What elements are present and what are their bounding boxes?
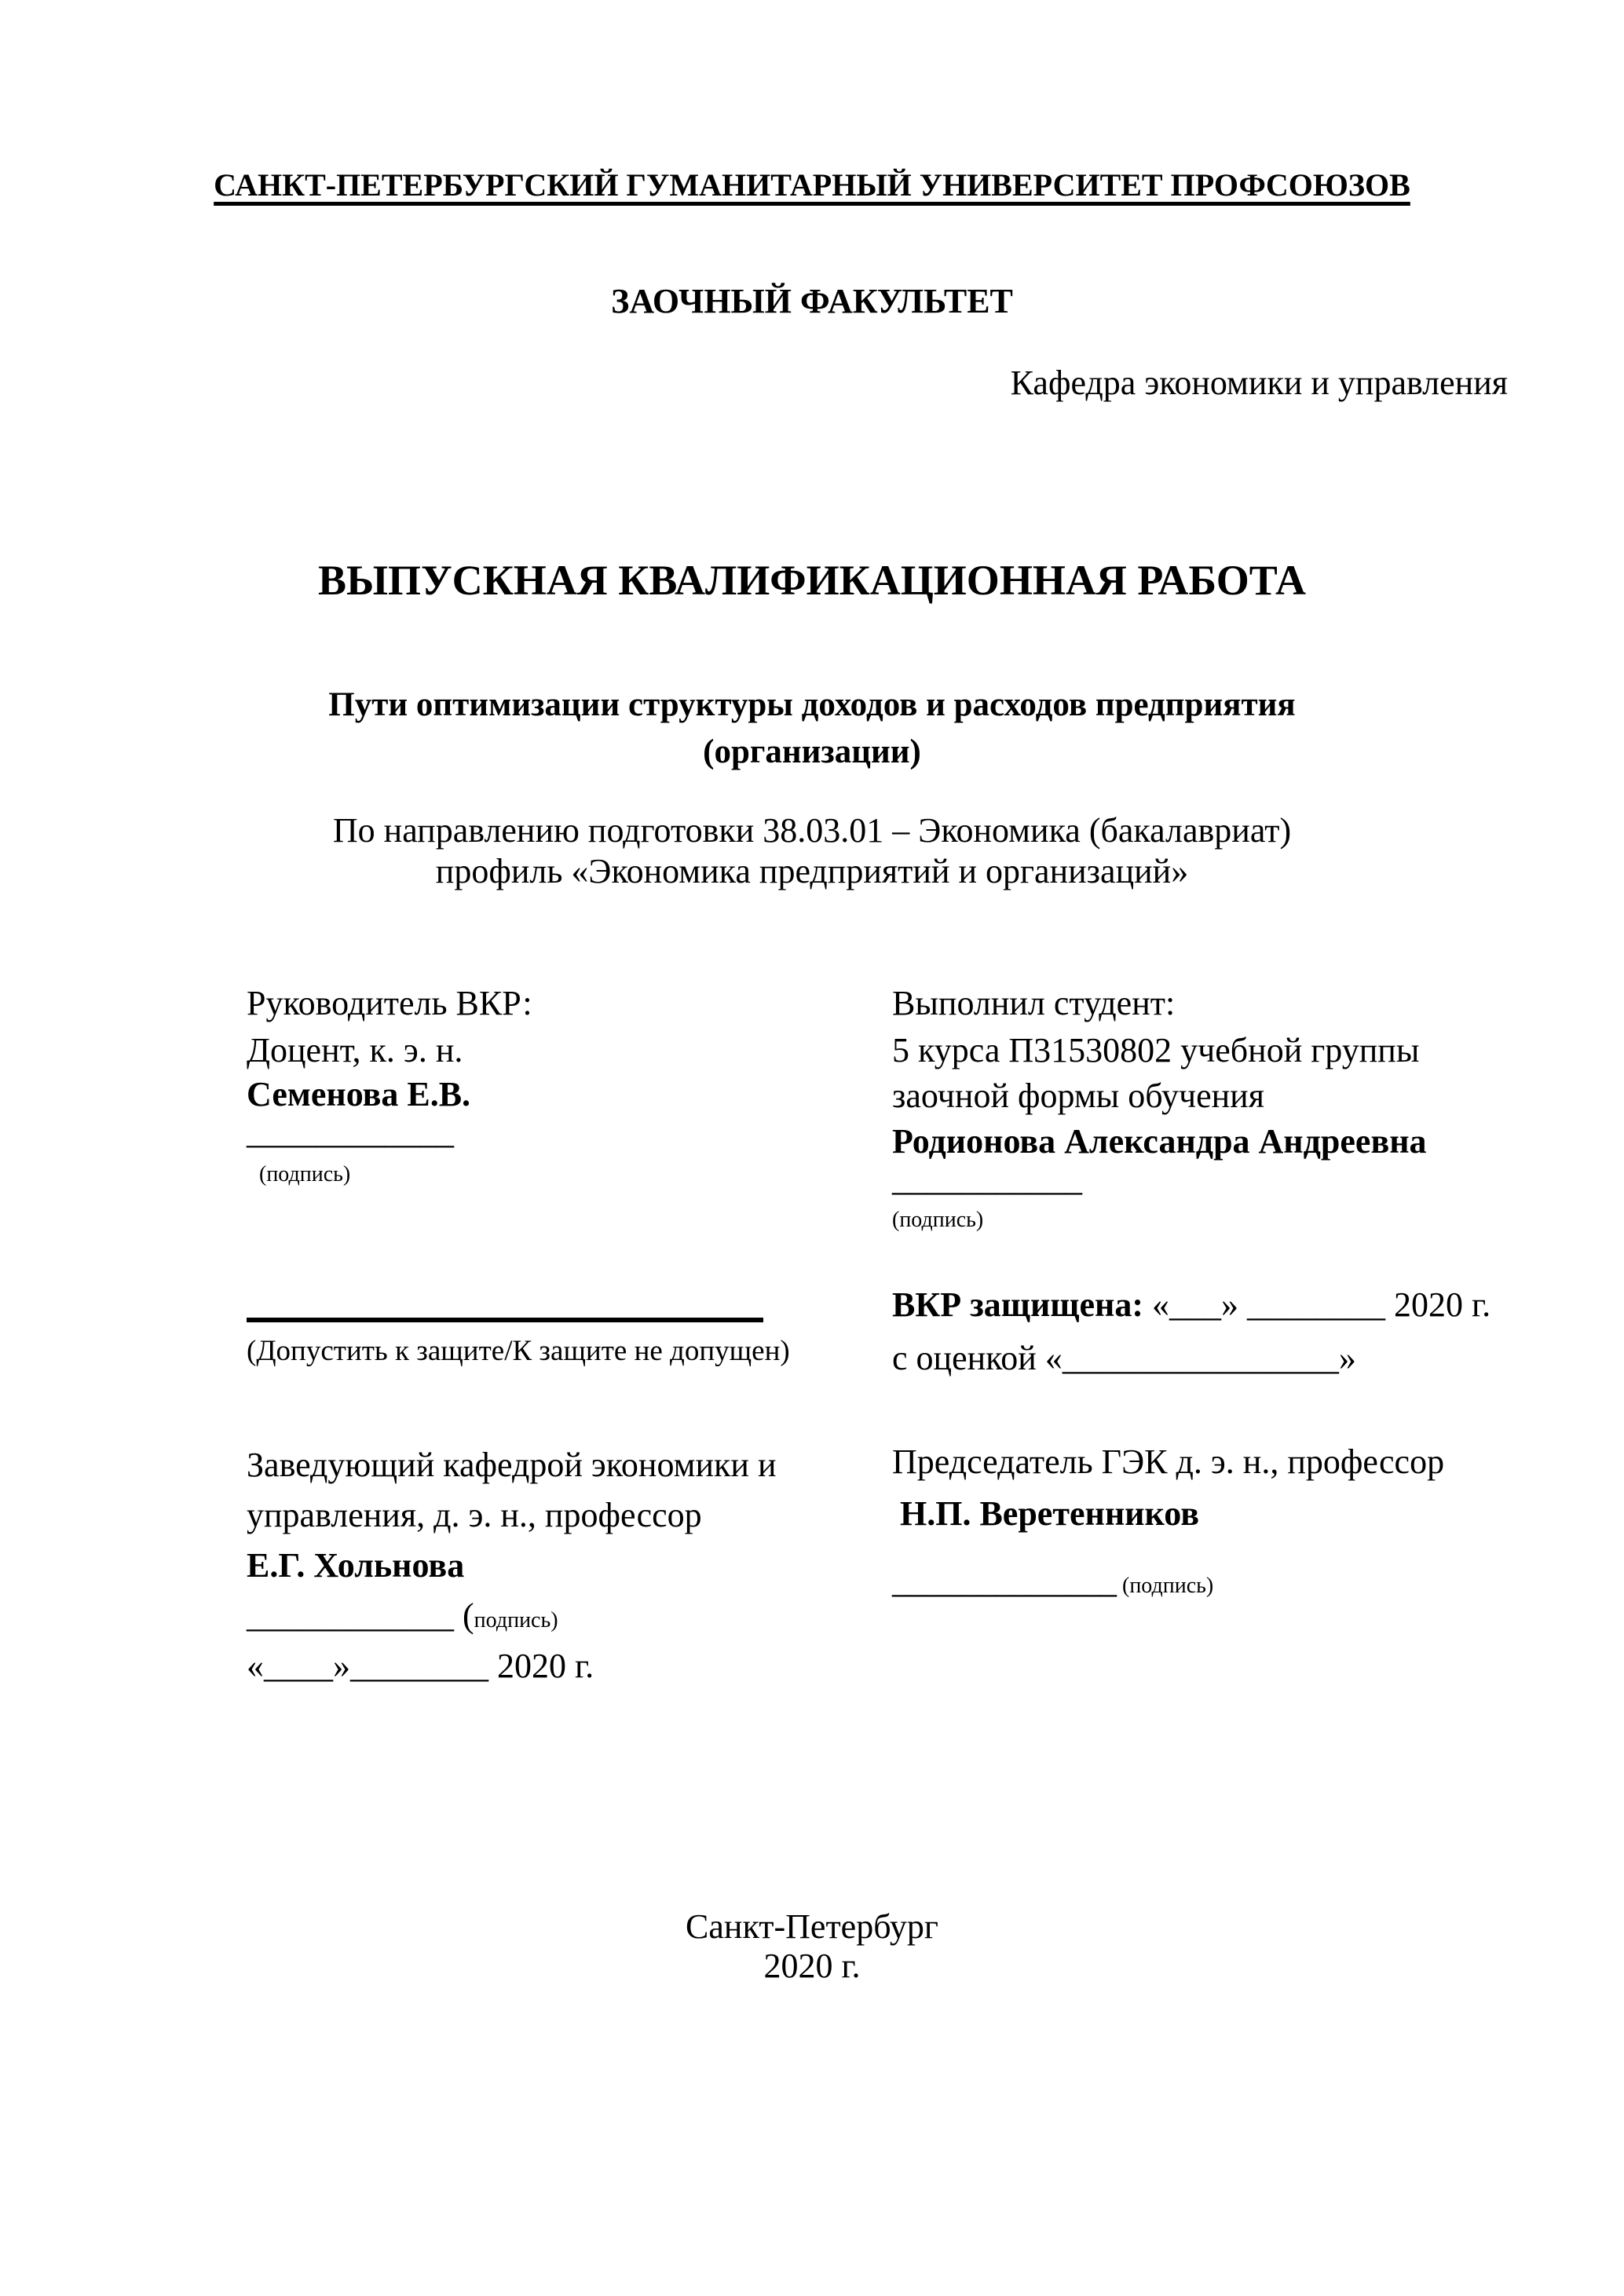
student-label: Выполнил студент: bbox=[892, 984, 1176, 1022]
study-profile-line2: профиль «Экономика предприятий и организаций» bbox=[435, 852, 1189, 890]
chair-signature-row bbox=[892, 1564, 1213, 1599]
supervisor-position: Доцент, к. э. н. bbox=[247, 1031, 463, 1069]
faculty-name: ЗАОЧНЫЙ ФАКУЛЬТЕТ bbox=[611, 282, 1013, 320]
student-signature-caption: (подпись) bbox=[892, 1208, 984, 1232]
defense-label: ВКР защищена: bbox=[892, 1285, 1143, 1324]
defense-date-line bbox=[892, 1285, 1491, 1324]
supervisor-signature-caption: (подпись) bbox=[259, 1162, 351, 1186]
head-position-line2: управления, д. э. н., профессор bbox=[247, 1496, 702, 1534]
city: Санкт-Петербург bbox=[686, 1907, 938, 1946]
head-signature-line[interactable]: ____________ bbox=[247, 1596, 454, 1635]
thesis-topic-line2: (организации) bbox=[703, 733, 921, 770]
chair-name: Н.П. Веретенников bbox=[900, 1494, 1199, 1533]
student-name: Родионова Александра Андреевна bbox=[892, 1122, 1427, 1161]
thesis-topic-line1: Пути оптимизации структуры доходов и расходов предприятия bbox=[328, 686, 1296, 723]
supervisor-name: Семенова Е.В. bbox=[247, 1075, 471, 1113]
head-signature-paren: ( bbox=[454, 1596, 474, 1635]
chair-signature-line[interactable]: _____________ bbox=[892, 1562, 1117, 1600]
supervisor-signature-line[interactable]: ____________ bbox=[247, 1113, 454, 1151]
admission-caption: (Допустить к защите/К защите не допущен) bbox=[247, 1335, 790, 1367]
student-course-group: 5 курса П31530802 учебной группы bbox=[892, 1031, 1420, 1069]
university-name: САНКТ-ПЕТЕРБУРГСКИЙ ГУМАНИТАРНЫЙ УНИВЕРСИТЕТ ПРОФСОЮЗОВ bbox=[214, 167, 1410, 203]
student-signature-line[interactable]: ___________ bbox=[892, 1160, 1082, 1198]
supervisor-label: Руководитель ВКР: bbox=[247, 984, 532, 1022]
document-type-title: ВЫПУСКНАЯ КВАЛИФИКАЦИОННАЯ РАБОТА bbox=[317, 557, 1307, 604]
study-direction-line1: По направлению подготовки 38.03.01 – Экономика (бакалавриат) bbox=[332, 811, 1292, 850]
defense-grade-line[interactable]: с оценкой «________________» bbox=[892, 1339, 1356, 1377]
defense-date-field[interactable]: «___» ________ 2020 г. bbox=[1143, 1285, 1491, 1324]
head-signature-row bbox=[247, 1596, 558, 1635]
admission-decision-line[interactable] bbox=[247, 1318, 763, 1322]
student-study-form: заочной формы обучения bbox=[892, 1077, 1264, 1115]
chair-position: Председатель ГЭК д. э. н., профессор bbox=[892, 1442, 1445, 1481]
head-name: Е.Г. Хольнова bbox=[247, 1546, 465, 1585]
head-position-line1: Заведующий кафедрой экономики и bbox=[247, 1446, 777, 1484]
head-signature-caption: подпись) bbox=[474, 1608, 558, 1632]
chair-signature-caption: (подпись) bbox=[1117, 1574, 1214, 1598]
year: 2020 г. bbox=[763, 1947, 861, 1985]
head-signature-date[interactable]: «____»________ 2020 г. bbox=[247, 1647, 594, 1685]
department-name: Кафедра экономики и управления bbox=[1010, 364, 1508, 402]
